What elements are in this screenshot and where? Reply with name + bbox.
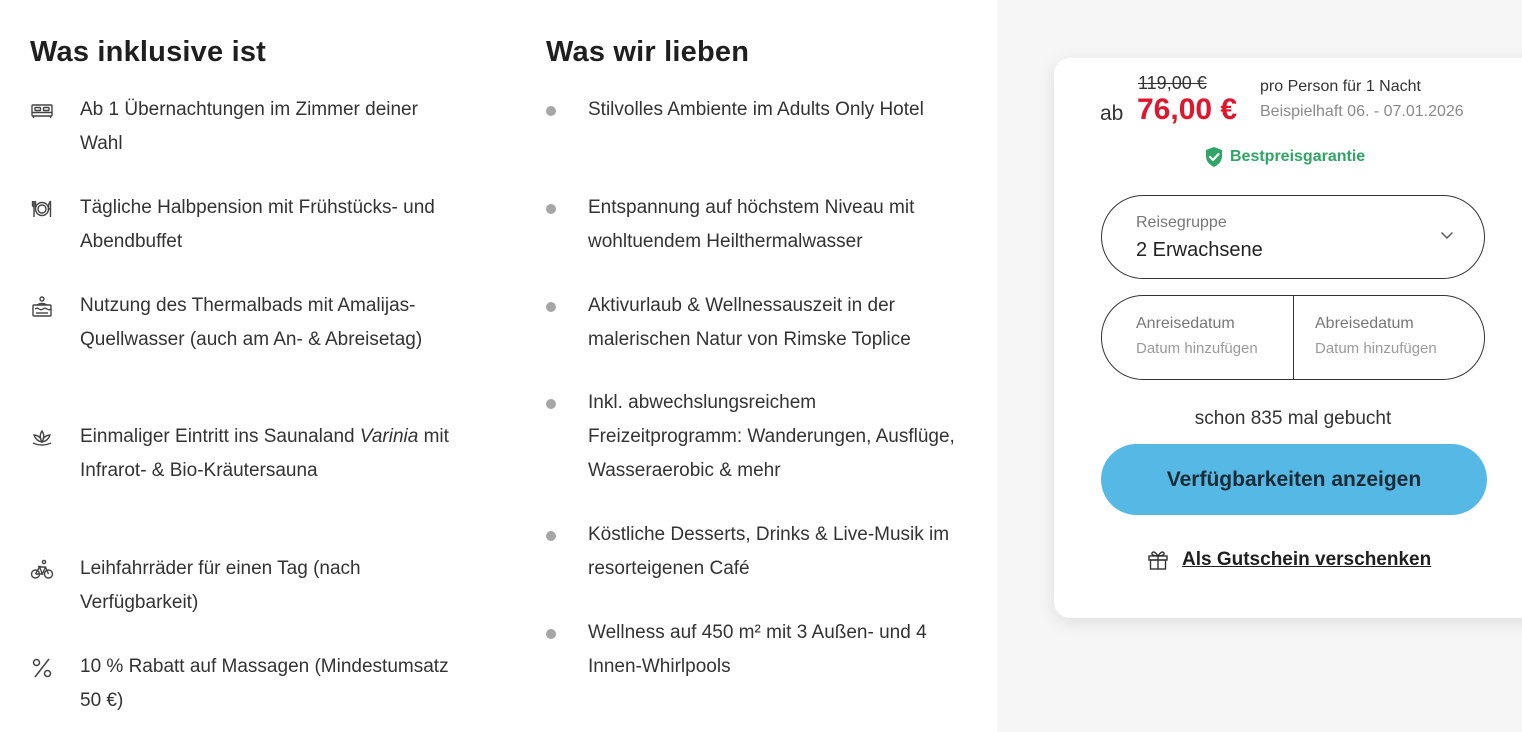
travel-group-label: Reisegruppe	[1136, 214, 1227, 231]
lotus-icon	[30, 426, 54, 450]
included-item-text: Leihfahrräder für einen Tag (nach Verfügbarkeit)	[80, 558, 361, 613]
plate-cutlery-icon	[30, 197, 54, 221]
bullet-icon	[546, 399, 556, 409]
included-item	[80, 93, 450, 161]
included-item	[80, 420, 450, 488]
example-dates: Beispielhaft 06. - 07.01.2026	[1260, 103, 1464, 120]
loves-item	[588, 616, 958, 684]
travel-group-value: 2 Erwachsene	[1136, 239, 1263, 261]
loves-item-text: Inkl. abwechslungsreichem Freizeitprogramm: Wanderungen, Ausflüge, Wasseraerobic & mehr	[588, 392, 955, 481]
booked-count: schon 835 mal gebucht	[1194, 408, 1392, 429]
arrival-date-label: Anreisedatum	[1136, 315, 1235, 332]
date-picker	[1101, 295, 1485, 380]
included-item-text: Tägliche Halbpension mit Frühstücks- und Abendbuffet	[80, 197, 435, 252]
departure-date-field[interactable]	[1293, 296, 1485, 379]
loves-item-text: Stilvolles Ambiente im Adults Only Hotel	[588, 99, 924, 120]
included-item-text: Nutzung des Thermalbads mit Amalijas-Quellwasser (auch am An- & Abreisetag)	[80, 295, 423, 350]
departure-date-placeholder: Datum hinzufügen	[1315, 340, 1437, 357]
chevron-down-icon	[1440, 230, 1454, 240]
loves-item	[588, 191, 958, 259]
per-person-note: pro Person für 1 Nacht	[1260, 78, 1421, 95]
old-price: 119,00 €	[1138, 73, 1207, 93]
loves-item	[588, 93, 958, 127]
sauna-name: Varinia	[359, 426, 419, 447]
booking-card	[1054, 58, 1522, 618]
included-item-text: Einmaliger Eintritt ins Saunaland	[80, 426, 360, 447]
shield-check-icon	[1204, 146, 1224, 168]
arrival-date-placeholder: Datum hinzufügen	[1136, 340, 1258, 357]
arrival-date-field[interactable]	[1102, 296, 1293, 379]
bullet-icon	[546, 531, 556, 541]
included-item-text: mit Infrarot- & Bio-Kräutersauna	[80, 426, 449, 481]
gift-icon	[1146, 548, 1170, 572]
gift-voucher-link[interactable]	[1146, 548, 1431, 572]
bullet-icon	[546, 302, 556, 312]
travel-group-select[interactable]	[1101, 195, 1485, 279]
loves-item	[588, 386, 958, 488]
loves-item-text: Köstliche Desserts, Drinks & Live-Musik im resorteigenen Café	[588, 524, 950, 579]
loves-item-text: Entspannung auf höchstem Niveau mit wohltuendem Heilthermalwasser	[588, 197, 915, 252]
loves-item-text: Wellness auf 450 m² mit 3 Außen- und 4 Innen-Whirlpools	[588, 622, 927, 677]
included-title: Was inklusive ist	[30, 36, 267, 68]
loves-item	[588, 518, 958, 586]
bed-icon	[30, 99, 54, 123]
included-item-text: Ab 1 Übernachtungen im Zimmer deiner Wahl	[80, 99, 418, 154]
bullet-icon	[546, 106, 556, 116]
current-price: 76,00 €	[1137, 93, 1238, 126]
show-availability-button[interactable]: Verfügbarkeiten anzeigen	[1101, 444, 1487, 515]
best-price-guarantee	[1204, 146, 1365, 168]
included-item-text: 10 % Rabatt auf Massagen (Mindestumsatz 50 €)	[80, 656, 449, 711]
gift-voucher-text: Als Gutschein verschenken	[1182, 549, 1432, 570]
included-item	[80, 552, 450, 620]
departure-date-label: Abreisedatum	[1315, 315, 1414, 332]
loves-item	[588, 289, 958, 357]
loves-item-text: Aktivurlaub & Wellnessauszeit in der malerischen Natur von Rimske Toplice	[588, 295, 911, 350]
bicycle-icon	[30, 558, 54, 582]
bullet-icon	[546, 204, 556, 214]
price-prefix: ab	[1100, 102, 1124, 125]
included-item	[80, 650, 450, 718]
included-item	[80, 191, 450, 259]
thermal-bath-icon	[30, 295, 54, 319]
included-item	[80, 289, 450, 357]
percent-icon	[30, 656, 54, 680]
bullet-icon	[546, 629, 556, 639]
guarantee-text: Bestpreisgarantie	[1230, 148, 1366, 165]
loves-title: Was wir lieben	[546, 36, 750, 68]
